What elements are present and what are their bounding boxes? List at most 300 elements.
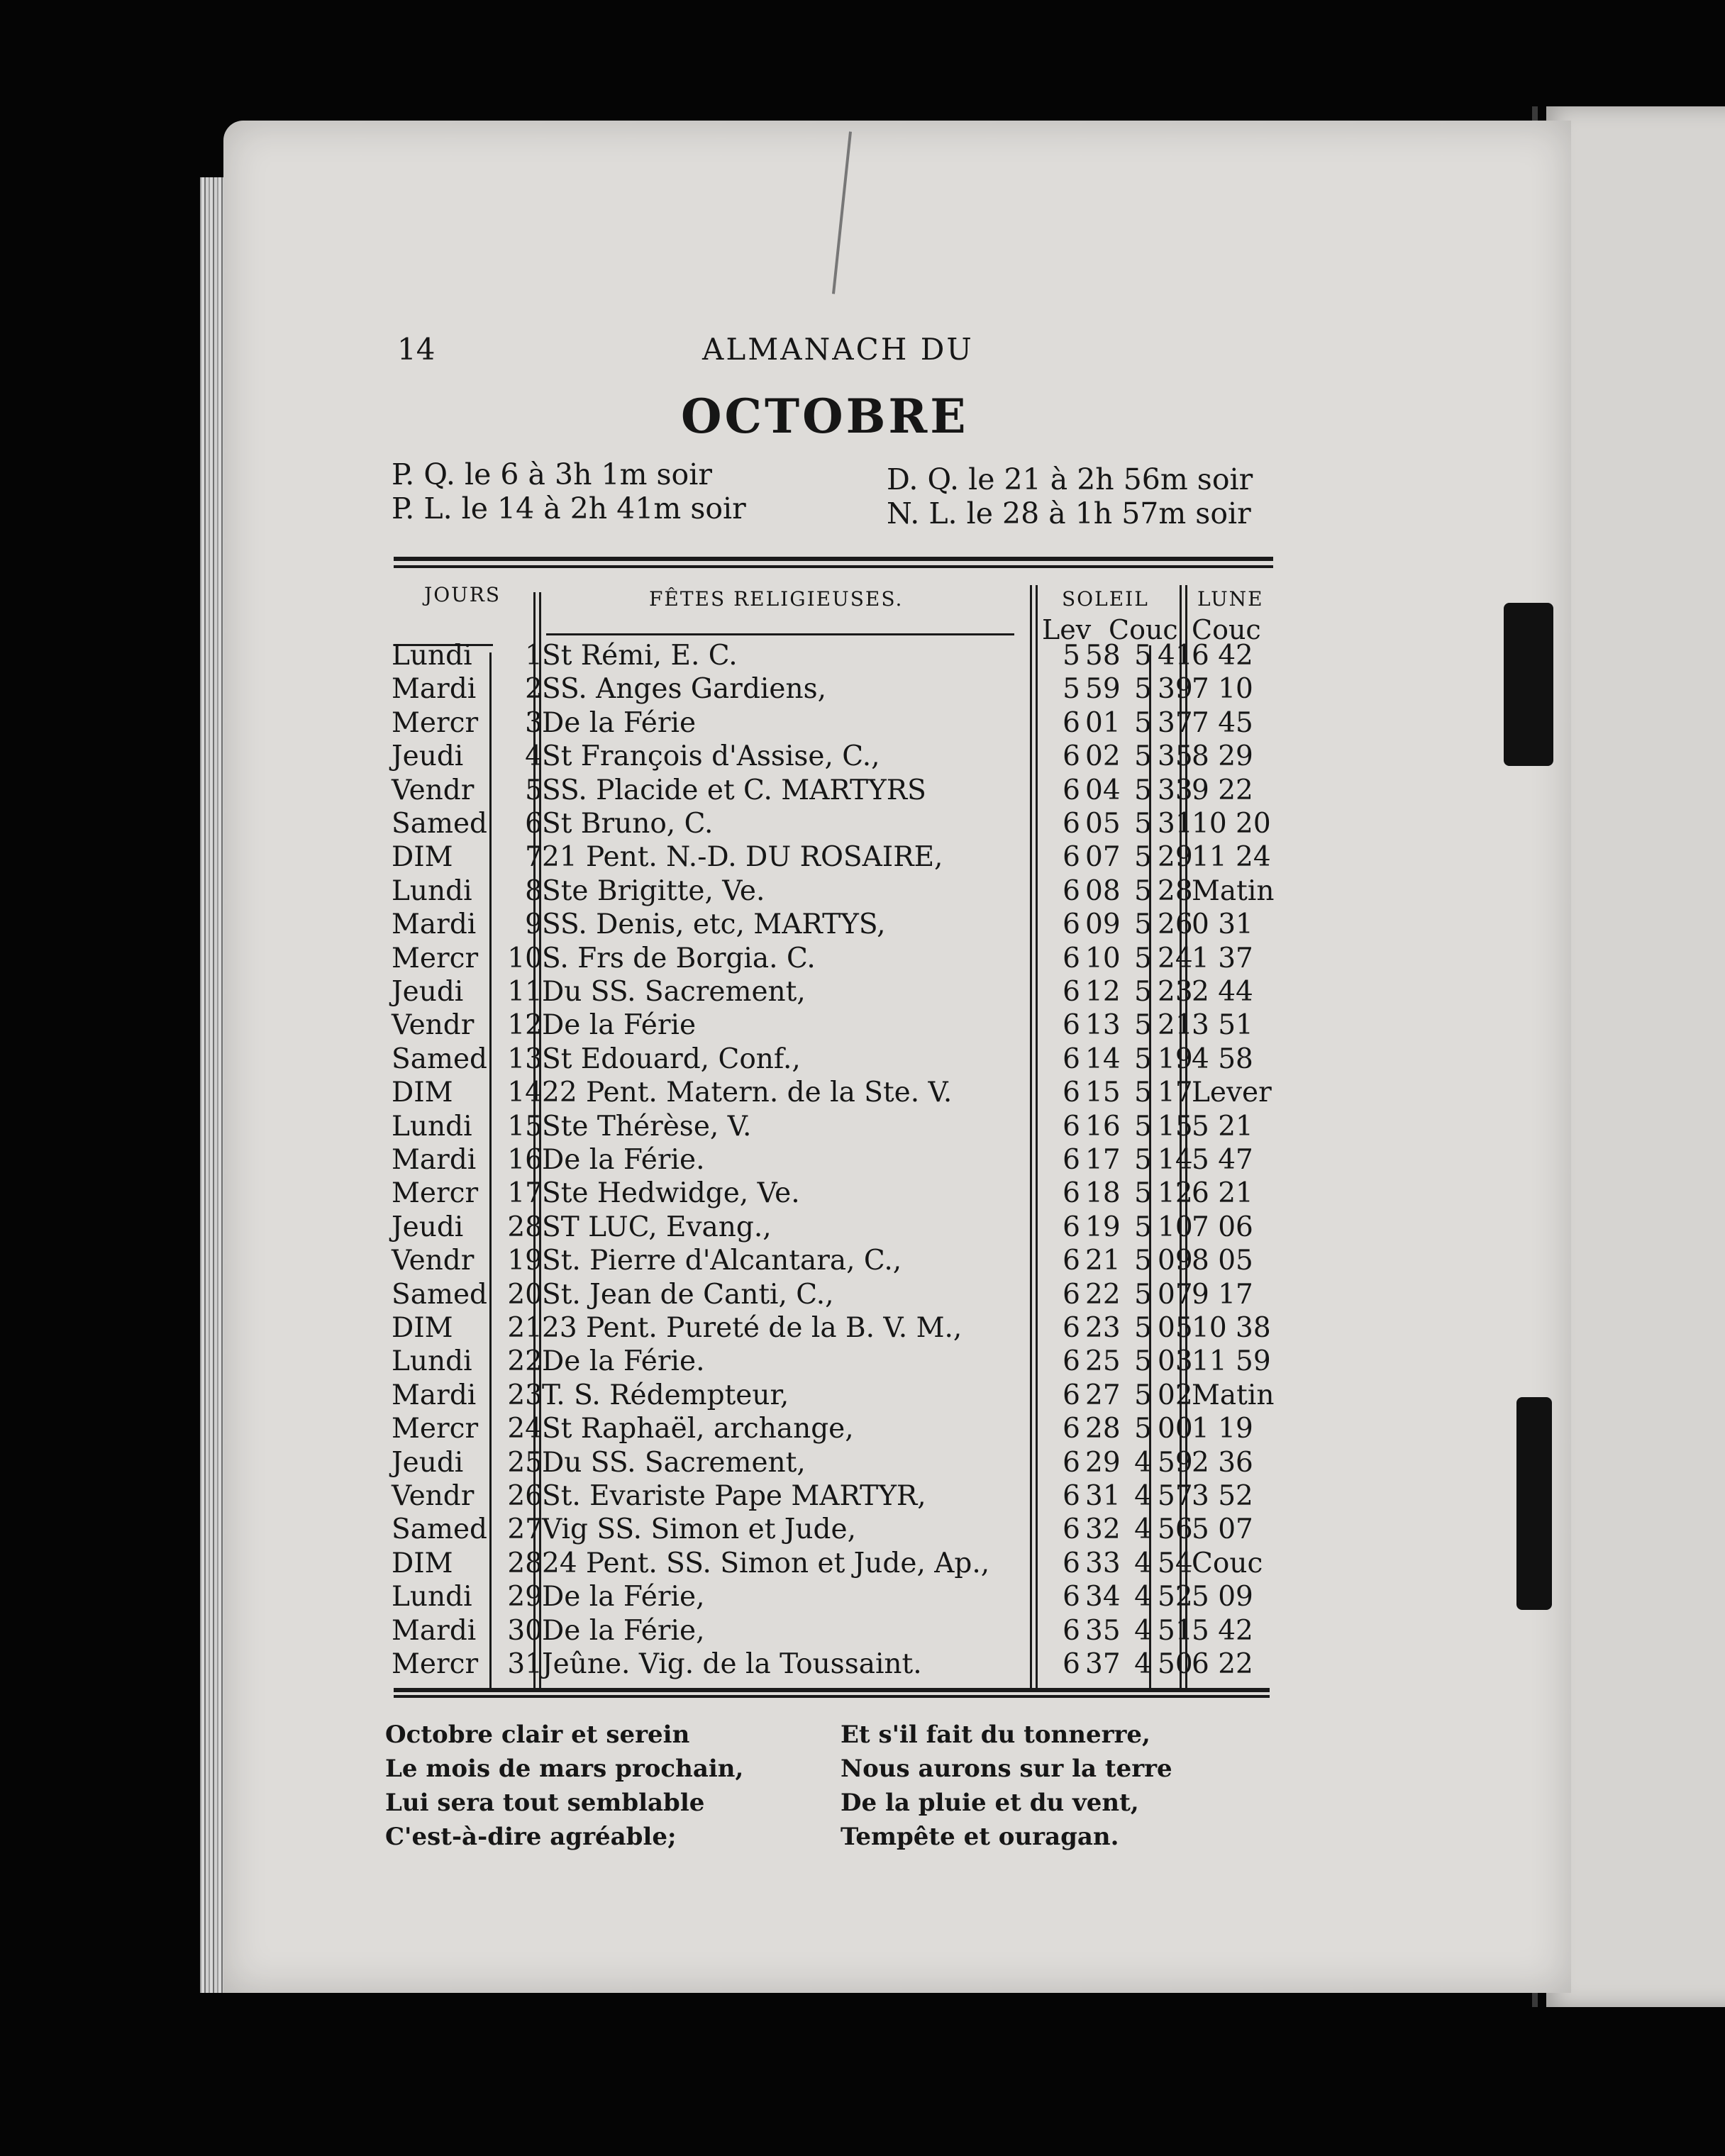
feast-name: Du SS. Sacrement, (542, 976, 806, 1008)
sunset-hour: 5 (1134, 942, 1152, 974)
sunset-hour: 5 (1134, 640, 1152, 672)
table-row (392, 1379, 1275, 1413)
poem-line: Et s'il fait du tonnerre, (841, 1721, 1150, 1749)
sunrise-hour: 6 (1063, 1177, 1080, 1210)
sunset-hour: 5 (1134, 1379, 1152, 1411)
day-number: 19 (507, 1245, 543, 1277)
sunrise-minute: 14 (1085, 1043, 1121, 1075)
day-name: Vendr (392, 1480, 475, 1512)
sunrise-minute: 10 (1085, 942, 1121, 974)
sunrise-minute: 05 (1085, 808, 1121, 840)
sunset-minute: 15 (1158, 1110, 1193, 1143)
sunrise-minute: 25 (1085, 1345, 1121, 1378)
day-number: 11 (507, 976, 543, 1008)
sunrise-hour: 6 (1063, 1211, 1080, 1243)
header-lune: LUNE (1197, 587, 1264, 611)
sunset-minute: 29 (1158, 841, 1193, 874)
sunset-hour: 5 (1134, 1413, 1152, 1445)
sunrise-minute: 08 (1085, 874, 1121, 907)
feast-name: Ste Thérèse, V. (542, 1110, 752, 1143)
sunrise-hour: 6 (1063, 1043, 1080, 1075)
table-row (392, 841, 1271, 874)
moon-time: 10 20 (1192, 808, 1271, 840)
sunset-hour: 4 (1134, 1648, 1152, 1680)
sunrise-hour: 6 (1063, 740, 1080, 773)
sunset-hour: 5 (1134, 1077, 1152, 1109)
day-name: Lundi (392, 1581, 472, 1613)
feast-name: De la Férie, (542, 1614, 705, 1647)
moon-time: 8 29 (1192, 740, 1253, 773)
header-lev: Lev (1042, 614, 1092, 645)
day-name: Lundi (392, 874, 472, 907)
day-number: 31 (507, 1648, 543, 1680)
day-name: Mercr (392, 1413, 479, 1445)
table-row (392, 1177, 1271, 1211)
sunset-minute: 05 (1158, 1312, 1193, 1344)
sunrise-minute: 01 (1085, 706, 1121, 739)
feast-name: 22 Pent. Matern. de la Ste. V. (542, 1077, 953, 1109)
table-row (392, 874, 1275, 908)
sunrise-hour: 6 (1063, 1110, 1080, 1143)
moon-time: 6 21 (1192, 1177, 1253, 1210)
day-number: 24 (507, 1413, 543, 1445)
day-number: 2 (525, 673, 543, 706)
table-row (392, 774, 1271, 808)
moon-time: 9 17 (1192, 1278, 1253, 1311)
header-couc-soleil: Couc (1109, 614, 1178, 645)
day-number: 28 (507, 1211, 543, 1243)
feast-name: Vig SS. Simon et Jude, (542, 1513, 856, 1546)
moon-time: Matin (1192, 1379, 1275, 1411)
sunset-hour: 4 (1134, 1446, 1152, 1479)
day-number: 17 (507, 1177, 543, 1210)
day-name: Mardi (392, 673, 477, 706)
poem-line: De la pluie et du vent, (841, 1789, 1139, 1817)
table-row (392, 1480, 1271, 1513)
table-row (392, 1447, 1271, 1480)
sunset-hour: 5 (1134, 874, 1152, 907)
feast-name: ST LUC, Evang., (542, 1211, 772, 1243)
day-name: Vendr (392, 1009, 475, 1042)
page-tear (1516, 1397, 1552, 1610)
moon-time: Matin (1192, 874, 1275, 907)
day-name: DIM (392, 1547, 453, 1579)
sunset-minute: 41 (1158, 640, 1193, 672)
sunset-minute: 50 (1158, 1648, 1193, 1680)
sunrise-minute: 15 (1085, 1077, 1121, 1109)
page-tear (1504, 603, 1553, 766)
sunrise-hour: 6 (1063, 706, 1080, 739)
moon-time: 10 38 (1192, 1312, 1271, 1344)
feast-name: St Raphaël, archange, (542, 1413, 854, 1445)
poem-line: C'est-à-dire agréable; (385, 1823, 677, 1851)
sunset-hour: 5 (1134, 1144, 1152, 1176)
day-number: 3 (525, 706, 543, 739)
sunset-minute: 35 (1158, 740, 1193, 773)
day-name: Vendr (392, 1245, 475, 1277)
table-row (392, 1245, 1271, 1278)
day-number: 12 (507, 1009, 543, 1042)
table-row (392, 1144, 1271, 1177)
facing-page (1546, 106, 1725, 2007)
sunrise-minute: 31 (1085, 1480, 1121, 1512)
sunset-minute: 23 (1158, 976, 1193, 1008)
day-name: Mardi (392, 908, 477, 941)
moon-time: 5 47 (1192, 1144, 1253, 1176)
day-number: 25 (507, 1446, 543, 1479)
moon-time: 5 09 (1192, 1581, 1253, 1613)
sunset-hour: 5 (1134, 1110, 1152, 1143)
sunset-hour: 5 (1134, 976, 1152, 1008)
table-row (392, 1077, 1271, 1110)
sunset-minute: 37 (1158, 706, 1193, 739)
poem-line: Tempête et ouragan. (841, 1823, 1119, 1851)
day-name: Jeudi (392, 976, 464, 1008)
sunset-hour: 4 (1134, 1614, 1152, 1647)
day-number: 22 (507, 1345, 543, 1378)
sunset-minute: 09 (1158, 1245, 1193, 1277)
moon-time: 6 42 (1192, 640, 1253, 672)
sunrise-hour: 6 (1063, 942, 1080, 974)
moon-time: 11 24 (1192, 841, 1271, 874)
sunrise-hour: 5 (1063, 640, 1080, 672)
month-title: OCTOBRE (681, 389, 969, 444)
feast-name: Ste Brigitte, Ve. (542, 874, 765, 907)
table-row (392, 1648, 1271, 1682)
moon-phase-last-quarter: D. Q. le 21 à 2h 56m soir (887, 462, 1253, 496)
sunrise-minute: 12 (1085, 976, 1121, 1008)
feast-name: 23 Pent. Pureté de la B. V. M., (542, 1312, 963, 1344)
sunset-minute: 39 (1158, 673, 1193, 706)
feast-name: St François d'Assise, C., (542, 740, 880, 773)
running-header: ALMANACH DU (702, 332, 974, 367)
day-number: 27 (507, 1513, 543, 1546)
sunrise-hour: 6 (1063, 1379, 1080, 1411)
day-name: DIM (392, 841, 453, 874)
sunrise-minute: 16 (1085, 1110, 1121, 1143)
sunset-hour: 5 (1134, 1211, 1152, 1243)
feast-name: 24 Pent. SS. Simon et Jude, Ap., (542, 1547, 990, 1579)
day-number: 10 (507, 942, 543, 974)
sunrise-minute: 19 (1085, 1211, 1121, 1243)
day-number: 26 (507, 1480, 543, 1512)
sunrise-minute: 37 (1085, 1648, 1121, 1680)
day-name: DIM (392, 1312, 453, 1344)
sunrise-minute: 27 (1085, 1379, 1121, 1411)
sunrise-hour: 5 (1063, 673, 1080, 706)
sunset-hour: 5 (1134, 808, 1152, 840)
moon-phase-first-quarter: P. Q. le 6 à 3h 1m soir (392, 457, 712, 491)
moon-time: 3 51 (1192, 1009, 1253, 1042)
sunrise-hour: 6 (1063, 1547, 1080, 1579)
sunset-minute: 19 (1158, 1043, 1193, 1075)
day-name: Mercr (392, 1648, 479, 1680)
poem-line: Octobre clair et serein (385, 1721, 690, 1749)
sunrise-minute: 13 (1085, 1009, 1121, 1042)
day-name: Lundi (392, 640, 472, 672)
sunset-hour: 5 (1134, 706, 1152, 739)
sunrise-hour: 6 (1063, 1413, 1080, 1445)
sunrise-minute: 29 (1085, 1446, 1121, 1479)
feast-name: S. Frs de Borgia. C. (542, 942, 816, 974)
sunrise-hour: 6 (1063, 1009, 1080, 1042)
table-row (392, 1513, 1271, 1547)
day-name: Jeudi (392, 1446, 464, 1479)
sunset-minute: 28 (1158, 874, 1193, 907)
moon-phase-full-moon: P. L. le 14 à 2h 41m soir (392, 491, 746, 526)
sunset-hour: 5 (1134, 1278, 1152, 1311)
sunset-minute: 24 (1158, 942, 1193, 974)
day-name: DIM (392, 1077, 453, 1109)
table-row (392, 673, 1271, 706)
feast-name: St Edouard, Conf., (542, 1043, 801, 1075)
sunrise-minute: 22 (1085, 1278, 1121, 1311)
table-row (392, 1009, 1271, 1043)
day-number: 20 (507, 1278, 543, 1311)
sunrise-hour: 6 (1063, 874, 1080, 907)
sunrise-hour: 6 (1063, 1245, 1080, 1277)
day-name: Vendr (392, 774, 475, 806)
table-row (392, 1279, 1271, 1312)
moon-time: 7 10 (1192, 673, 1253, 706)
sunrise-hour: 6 (1063, 774, 1080, 806)
day-number: 4 (525, 740, 543, 773)
moon-time: 8 05 (1192, 1245, 1253, 1277)
sunset-hour: 5 (1134, 774, 1152, 806)
moon-time: 4 58 (1192, 1043, 1253, 1075)
sunset-minute: 26 (1158, 908, 1193, 941)
sunset-hour: 4 (1134, 1547, 1152, 1579)
poem-line: Nous aurons sur la terre (841, 1755, 1172, 1783)
sunset-minute: 17 (1158, 1077, 1193, 1109)
feast-name: De la Férie. (542, 1144, 705, 1176)
poem-right-stanza (841, 1718, 1172, 1854)
day-number: 9 (525, 908, 543, 941)
day-number: 23 (507, 1379, 543, 1411)
sunrise-minute: 28 (1085, 1413, 1121, 1445)
feast-name: 21 Pent. N.-D. DU ROSAIRE, (542, 841, 943, 874)
sunset-minute: 21 (1158, 1009, 1193, 1042)
sunrise-minute: 32 (1085, 1513, 1121, 1546)
table-row (392, 1312, 1271, 1345)
sunset-minute: 07 (1158, 1278, 1193, 1311)
day-name: Mardi (392, 1144, 477, 1176)
moon-time: Couc (1192, 1547, 1263, 1579)
feast-name: St. Evariste Pape MARTYR, (542, 1480, 926, 1512)
feast-name: St Bruno, C. (542, 808, 714, 840)
sunset-minute: 03 (1158, 1345, 1193, 1378)
feast-name: De la Férie (542, 706, 697, 739)
sunrise-minute: 04 (1085, 774, 1121, 806)
moon-time: 2 44 (1192, 976, 1253, 1008)
day-name: Mercr (392, 1177, 479, 1210)
table-row (392, 1615, 1271, 1648)
sunrise-minute: 21 (1085, 1245, 1121, 1277)
sunrise-minute: 23 (1085, 1312, 1121, 1344)
moon-time: 0 31 (1192, 908, 1253, 941)
sunrise-minute: 02 (1085, 740, 1121, 773)
sunrise-hour: 6 (1063, 1278, 1080, 1311)
table-bottom-rule (394, 1688, 1270, 1698)
moon-time: 2 36 (1192, 1446, 1253, 1479)
page-number: 14 (397, 332, 436, 367)
day-number: 6 (525, 808, 543, 840)
day-name: Samed (392, 1278, 487, 1311)
sunrise-minute: 58 (1085, 640, 1121, 672)
sunset-hour: 5 (1134, 1043, 1152, 1075)
day-number: 1 (525, 640, 543, 672)
feast-name: De la Férie. (542, 1345, 705, 1378)
table-row (392, 707, 1271, 740)
sunset-minute: 14 (1158, 1144, 1193, 1176)
feast-name: St. Jean de Canti, C., (542, 1278, 834, 1311)
header-soleil: SOLEIL (1062, 587, 1149, 611)
moon-time: 1 37 (1192, 942, 1253, 974)
table-row (392, 1413, 1271, 1446)
feast-name: SS. Placide et C. MARTYRS (542, 774, 926, 806)
day-number: 30 (507, 1614, 543, 1647)
day-name: Mercr (392, 942, 479, 974)
sunrise-hour: 6 (1063, 1077, 1080, 1109)
header-jours: JOURS (424, 583, 501, 606)
feast-name: Du SS. Sacrement, (542, 1446, 806, 1479)
day-name: Jeudi (392, 740, 464, 773)
sunset-minute: 02 (1158, 1379, 1193, 1411)
moon-time: 11 59 (1192, 1345, 1271, 1378)
sunset-hour: 5 (1134, 1177, 1152, 1210)
feast-name: T. S. Rédempteur, (542, 1379, 789, 1411)
sunset-minute: 52 (1158, 1581, 1193, 1613)
sunrise-hour: 6 (1063, 1345, 1080, 1378)
feast-name: SS. Anges Gardiens, (542, 673, 826, 706)
moon-phase-new-moon: N. L. le 28 à 1h 57m soir (887, 496, 1251, 530)
sunrise-minute: 17 (1085, 1144, 1121, 1176)
sunrise-hour: 6 (1063, 976, 1080, 1008)
sunrise-hour: 6 (1063, 1614, 1080, 1647)
sunset-minute: 10 (1158, 1211, 1193, 1243)
header-underline-fetes (546, 633, 1014, 635)
sunrise-minute: 59 (1085, 673, 1121, 706)
sunset-hour: 4 (1134, 1513, 1152, 1546)
table-row (392, 908, 1271, 942)
sunset-hour: 5 (1134, 1245, 1152, 1277)
moon-time: 5 42 (1192, 1614, 1253, 1647)
sunrise-hour: 6 (1063, 1648, 1080, 1680)
table-row (392, 640, 1271, 673)
sunset-hour: 5 (1134, 740, 1152, 773)
moon-time: 5 21 (1192, 1110, 1253, 1143)
day-name: Mardi (392, 1379, 477, 1411)
poem-line: Le mois de mars prochain, (385, 1755, 744, 1783)
sunrise-hour: 6 (1063, 1480, 1080, 1512)
sunrise-hour: 6 (1063, 908, 1080, 941)
sunset-minute: 59 (1158, 1446, 1193, 1479)
day-number: 8 (525, 874, 543, 907)
table-row (392, 1111, 1271, 1144)
sunset-minute: 57 (1158, 1480, 1193, 1512)
table-row (392, 1345, 1271, 1379)
sunrise-minute: 35 (1085, 1614, 1121, 1647)
header-couc-lune: Couc (1192, 614, 1261, 645)
moon-time: 1 19 (1192, 1413, 1253, 1445)
table-row (392, 1211, 1271, 1245)
moon-time: 6 22 (1192, 1648, 1253, 1680)
day-name: Jeudi (392, 1211, 464, 1243)
sunset-minute: 54 (1158, 1547, 1193, 1579)
sunset-minute: 56 (1158, 1513, 1193, 1546)
poem-line: Lui sera tout semblable (385, 1789, 705, 1817)
sunset-hour: 5 (1134, 673, 1152, 706)
sunset-hour: 5 (1134, 1345, 1152, 1378)
day-number: 5 (525, 774, 543, 806)
moon-time: 7 06 (1192, 1211, 1253, 1243)
table-row (392, 808, 1271, 841)
day-number: 13 (507, 1043, 543, 1075)
moon-time: 3 52 (1192, 1480, 1253, 1512)
moon-time: 7 45 (1192, 706, 1253, 739)
day-number: 7 (525, 841, 543, 874)
sunrise-minute: 34 (1085, 1581, 1121, 1613)
poem-left-stanza (385, 1718, 743, 1854)
sunrise-hour: 6 (1063, 1446, 1080, 1479)
feast-name: Jeûne. Vig. de la Toussaint. (542, 1648, 922, 1680)
day-number: 21 (507, 1312, 543, 1344)
sunset-minute: 31 (1158, 808, 1193, 840)
day-name: Mercr (392, 706, 479, 739)
sunset-hour: 5 (1134, 1009, 1152, 1042)
sunset-minute: 12 (1158, 1177, 1193, 1210)
sunrise-minute: 09 (1085, 908, 1121, 941)
header-fetes: FÊTES RELIGIEUSES. (649, 587, 904, 611)
sunrise-minute: 18 (1085, 1177, 1121, 1210)
day-name: Samed (392, 1043, 487, 1075)
table-row (392, 1043, 1271, 1077)
day-number: 15 (507, 1110, 543, 1143)
feast-name: De la Férie (542, 1009, 697, 1042)
day-number: 28 (507, 1547, 543, 1579)
sunrise-hour: 6 (1063, 1513, 1080, 1546)
day-number: 14 (507, 1077, 543, 1109)
table-row (392, 1547, 1271, 1581)
day-name: Lundi (392, 1345, 472, 1378)
table-row (392, 943, 1271, 976)
sunset-hour: 5 (1134, 1312, 1152, 1344)
day-number: 16 (507, 1144, 543, 1176)
sunset-hour: 4 (1134, 1581, 1152, 1613)
sunrise-minute: 07 (1085, 841, 1121, 874)
day-name: Samed (392, 808, 487, 840)
sunset-hour: 5 (1134, 841, 1152, 874)
sunrise-minute: 33 (1085, 1547, 1121, 1579)
day-name: Mardi (392, 1614, 477, 1647)
feast-name: Ste Hedwidge, Ve. (542, 1177, 800, 1210)
feast-name: SS. Denis, etc, MARTYS, (542, 908, 886, 941)
sunset-hour: 5 (1134, 908, 1152, 941)
sunset-minute: 51 (1158, 1614, 1193, 1647)
moon-time: 5 07 (1192, 1513, 1253, 1546)
sunrise-hour: 6 (1063, 841, 1080, 874)
day-name: Samed (392, 1513, 487, 1546)
sunrise-hour: 6 (1063, 1144, 1080, 1176)
table-row (392, 740, 1271, 774)
table-top-rule (394, 557, 1273, 568)
sunset-minute: 00 (1158, 1413, 1193, 1445)
day-name: Lundi (392, 1110, 472, 1143)
feast-name: St. Pierre d'Alcantara, C., (542, 1245, 902, 1277)
sunset-minute: 33 (1158, 774, 1193, 806)
sunrise-hour: 6 (1063, 1581, 1080, 1613)
moon-time: Lever (1192, 1077, 1272, 1109)
